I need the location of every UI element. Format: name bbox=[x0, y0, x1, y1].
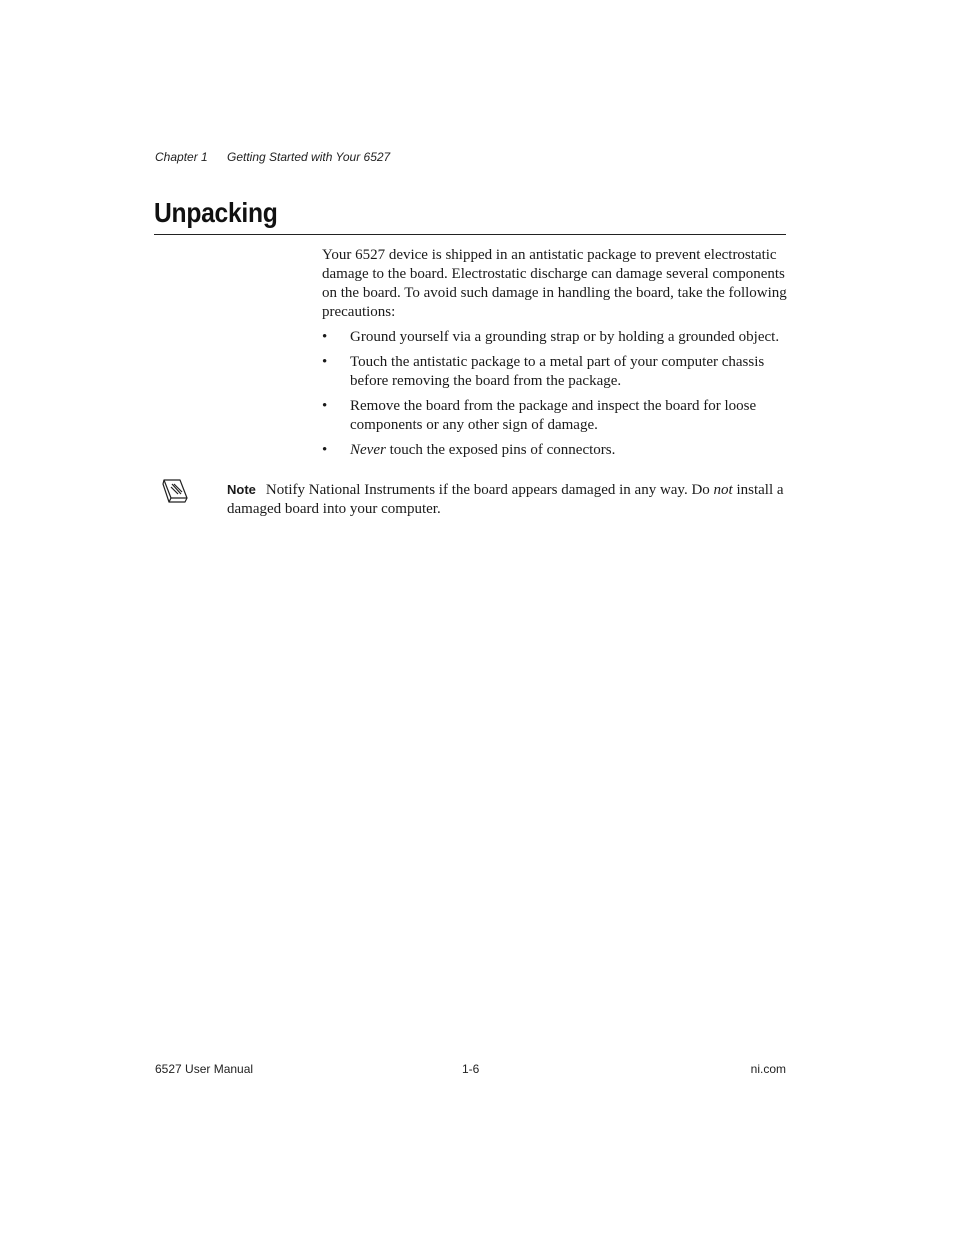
list-item bbox=[322, 353, 792, 391]
list-item bbox=[322, 441, 792, 460]
bullet-symbol: • bbox=[322, 398, 328, 414]
note-icon bbox=[160, 476, 190, 504]
note-text: Notify National Instruments if the board appears damaged in any way. Do bbox=[265, 482, 714, 498]
list-item-text: Remove the board from the package and inspect the board for loose components or any other sign of damage. bbox=[350, 398, 757, 433]
chapter-label: Chapter 1 bbox=[155, 150, 208, 164]
list-item bbox=[322, 397, 792, 435]
list-item-text: touch the exposed pins of connectors. bbox=[385, 442, 616, 458]
list-item bbox=[322, 328, 792, 347]
running-header bbox=[155, 150, 391, 164]
bullet-symbol: • bbox=[322, 354, 328, 370]
intro-paragraph: Your 6527 device is shipped in an antistatic package to prevent electrostatic damage to the board. Electrostatic discharge can damage several components on the board. To avoid such damage in handling the board, take the following precautions: bbox=[322, 247, 787, 320]
chapter-title: Getting Started with Your 6527 bbox=[227, 150, 391, 164]
note-emphasis: not bbox=[713, 482, 733, 498]
bullet-symbol: • bbox=[322, 442, 328, 458]
footer-manual-title: 6527 User Manual bbox=[155, 1062, 254, 1076]
bullet-symbol: • bbox=[322, 329, 328, 345]
section-title: Unpacking bbox=[154, 197, 278, 228]
note-text-end: install a damaged board into your computer. bbox=[227, 482, 784, 517]
list-item-text: Touch the antistatic package to a metal part of your computer chassis before removing the board from the package. bbox=[350, 354, 765, 389]
note-label: Note bbox=[227, 482, 256, 497]
footer-website: ni.com bbox=[750, 1062, 786, 1076]
list-item-emphasis: Never bbox=[350, 442, 386, 458]
note-block bbox=[227, 480, 792, 519]
list-item-text: Ground yourself via a grounding strap or by holding a grounded object. bbox=[350, 329, 780, 345]
precautions-list bbox=[322, 328, 792, 466]
title-rule bbox=[154, 234, 786, 235]
footer-page-number: 1-6 bbox=[462, 1062, 480, 1076]
